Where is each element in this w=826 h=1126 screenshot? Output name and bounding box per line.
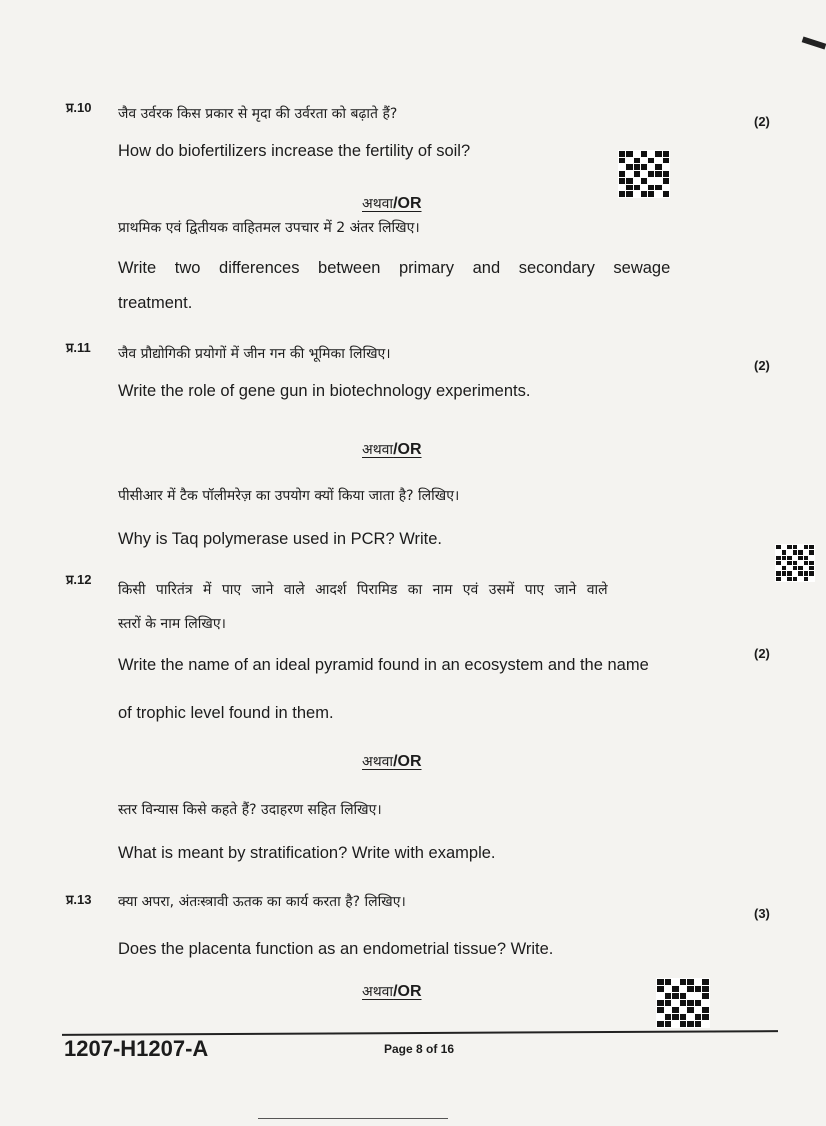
question-13-hindi: क्या अपरा, अंतःस्त्रावी ऊतक का कार्य करता है? लिखिए। [118,894,406,910]
question-10-alt-hindi: प्राथमिक एवं द्वितीयक वाहितमल उपचार में 2 अंतर लिखिए। [118,220,420,236]
question-12-hindi-line2: स्तरों के नाम लिखिए। [118,616,226,632]
question-11-hindi: जैव प्रौद्योगिकी प्रयोगों में जीन गन की भूमिका लिखिए। [118,346,391,362]
question-11-alt-hindi: पीसीआर में टैक पॉलीमरेज़ का उपयोग क्यों किया जाता है? लिखिए। [118,488,460,504]
question-11-or-separator: अथवा/OR [362,441,422,458]
question-12-hindi-line1: किसी पारितंत्र में पाए जाने वाले आदर्श पिरामिड का नाम एवं उसमें पाए जाने वाले [118,582,608,598]
bottom-rule [258,1118,448,1119]
scan-edge-mark [802,36,826,49]
question-13-number: प्र.13 [66,892,92,907]
question-13-marks: (3) [754,906,770,921]
question-10-alt-english-line2: treatment. [118,294,193,312]
question-12-marks: (2) [754,646,770,661]
question-13-or-separator: अथवा/OR [362,983,422,1000]
question-11-english: Write the role of gene gun in biotechnology experiments. [118,382,531,400]
question-10-or-separator: अथवा/OR [362,195,422,212]
qr-code-icon [775,544,815,582]
question-12-or-separator: अथवा/OR [362,753,422,770]
question-13-english: Does the placenta function as an endometrial tissue? Write. [118,940,554,958]
question-12-alt-english: What is meant by stratification? Write with example. [118,844,496,862]
question-12-number: प्र.12 [66,572,92,587]
question-10-number: प्र.10 [66,100,92,115]
paper-code: 1207-H1207-A [64,1036,209,1061]
qr-code-icon [656,978,710,1028]
question-11-number: प्र.11 [66,340,91,355]
question-10-marks: (2) [754,114,770,129]
question-10-alt-english-line1: Write two differences between primary and secondary sewage [118,259,671,277]
footer-rule [62,1030,778,1036]
question-12-alt-hindi: स्तर विन्यास किसे कहते हैं? उदाहरण सहित लिखिए। [118,802,382,818]
question-12-english-line1: Write the name of an ideal pyramid found in an ecosystem and the name [118,656,649,674]
page-number: Page 8 of 16 [384,1042,455,1056]
question-11-alt-english: Why is Taq polymerase used in PCR? Write. [118,530,443,548]
qr-code-icon [618,150,670,198]
question-12-english-line2: of trophic level found in them. [118,704,334,722]
question-11-marks: (2) [754,358,770,373]
question-10-english: How do biofertilizers increase the fertility of soil? [118,142,471,160]
question-10-hindi: जैव उर्वरक किस प्रकार से मृदा की उर्वरता को बढ़ाते हैं? [118,106,398,122]
